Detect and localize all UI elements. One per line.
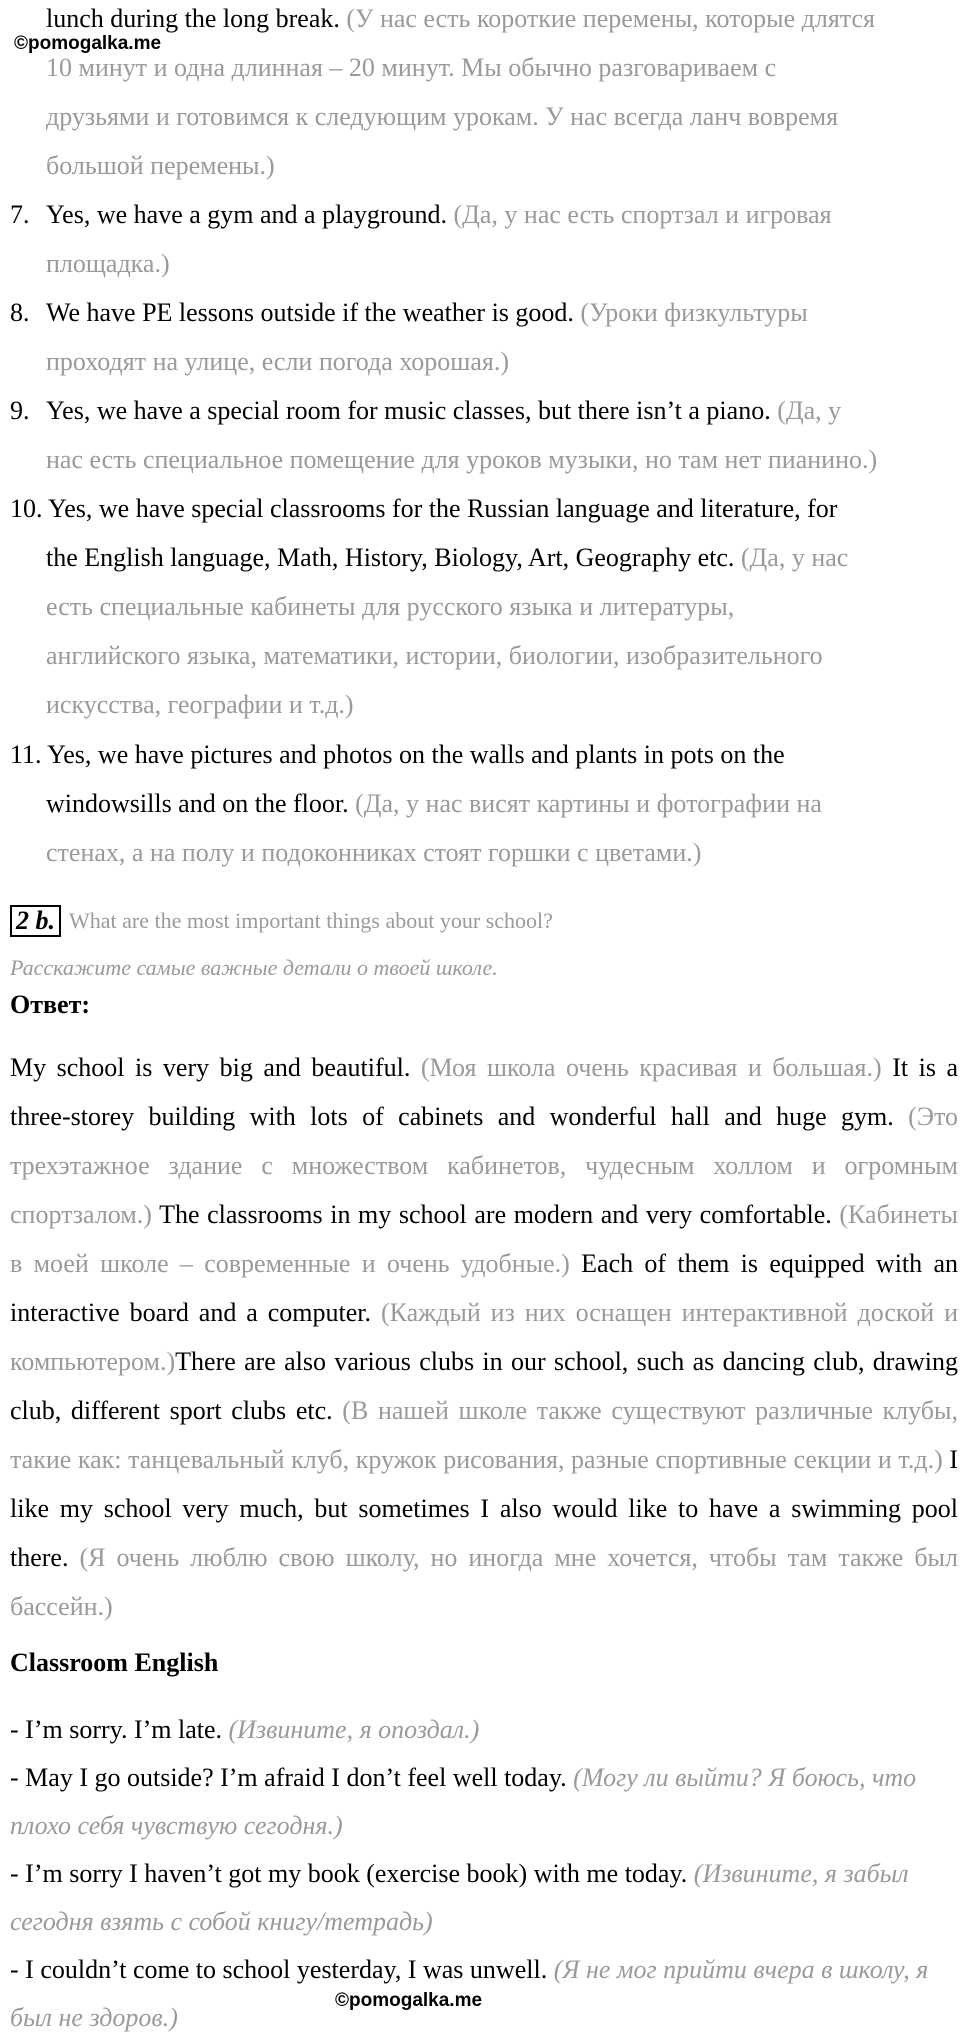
item-ru-line-3: есть специальные кабинеты для русского языка и литературы, [46, 592, 735, 621]
essay-sentence-en: Each of them is equipped with an interactive board and a computer. [10, 1249, 958, 1327]
item-en-line-2: windowsills and on the floor. [46, 789, 349, 818]
classroom-english-list [10, 1706, 958, 2042]
item-en: Yes, we have a special room for music classes, but there isn’t a piano. [46, 396, 771, 425]
essay-sentence-en: My school is very big and beautiful. [10, 1053, 411, 1082]
item-ru: (Да, у нас висят картины и фотографии на [355, 789, 822, 818]
intro-ru-line-3: друзьями и готовимся к следующим урокам. У нас всегда ланч вовремя [46, 102, 839, 131]
list-item-7 [10, 190, 910, 288]
essay-sentence-en: There are also various clubs in our school, such as dancing club, drawing club, different sport clubs etc. [10, 1347, 958, 1425]
essay-sentence-ru: (Моя школа очень красивая и большая.) [420, 1053, 882, 1082]
list-item [10, 1850, 958, 1946]
item-en-line-2: the English language, Math, History, Biology, Art, Geography etc. [46, 543, 735, 572]
answer-label: Ответ: [10, 990, 91, 1019]
intro-ru-line-4: большой перемены.) [46, 151, 275, 180]
item-number: 10. [10, 494, 43, 523]
item-ru: (Да, у нас [740, 543, 849, 572]
task-question: What are the most important things about your school? [69, 908, 553, 933]
essay-sentence-en: I like my school very much, but sometimes I also would like to have a swimming pool there. [10, 1445, 959, 1572]
item-number: 9. [10, 396, 30, 425]
item-ru-cont: проходят на улице, если погода хорошая.) [46, 347, 509, 376]
item-ru-cont: нас есть специальное помещение для уроков музыки, но там нет пианино.) [46, 445, 878, 474]
item-ru: (Да, у [777, 396, 842, 425]
intro-ru-line-2: 10 минут и одна длинная – 20 минут. Мы обычно разговариваем с [46, 53, 777, 82]
item-ru-line-5: искусства, географии и т.д.) [46, 690, 354, 719]
list-item-9 [10, 386, 910, 484]
intro-ru-line-1: (У нас есть короткие перемены, которые длятся [346, 4, 876, 33]
item-ru-line-3: стенах, а на полу и подоконниках стоят горшки с цветами.) [46, 838, 702, 867]
essay-sentence-ru: (В нашей школе также существуют различные клубы, такие как: танцевальный клуб, кружок рисования, разные спортивные секции и т.д.) [10, 1396, 959, 1474]
essay-sentence-en: It is a three-storey building with lots of cabinets and wonderful hall and huge gym. [10, 1053, 959, 1131]
item-en: Yes, we have a gym and a playground. [46, 200, 447, 229]
item-number: 7. [10, 200, 30, 229]
phrase-ru: (Я не мог прийти вчера в школу, я был не здоров.) [10, 1955, 929, 2032]
item-ru-cont: площадка.) [46, 249, 170, 278]
classroom-english-heading: Classroom English [10, 1648, 219, 1677]
phrase-en: - I’m sorry I haven’t got my book (exercise book) with me today. [10, 1859, 688, 1888]
essay-sentence-en: The classrooms in my school are modern and very comfortable. [159, 1200, 832, 1229]
item-number: 8. [10, 298, 30, 327]
answer-essay [10, 1043, 958, 1631]
phrase-ru: (Извините, я забыл сегодня взять с собой книгу/тетрадь) [10, 1859, 909, 1936]
list-item [10, 1754, 958, 1850]
phrase-ru: (Извините, я опоздал.) [228, 1715, 480, 1744]
essay-sentence-ru: (Кабинеты в моей школе – современные и очень удобные.) [10, 1200, 959, 1278]
task-header [10, 904, 553, 938]
watermark-top: ©pomogalka.me [14, 33, 162, 54]
item-ru: (Уроки физкультуры [580, 298, 808, 327]
item-ru-line-4: английского языка, математики, истории, биологии, изобразительного [46, 641, 823, 670]
intro-en: lunch during the long break. [46, 4, 340, 33]
task-question-ru: Расскажите самые важные детали о твоей школе. [10, 955, 498, 980]
essay-sentence-ru: (Это трехэтажное здание с множеством кабинетов, чудесным холлом и огромным спортзалом.) [10, 1102, 958, 1229]
phrase-ru: (Могу ли выйти? Я боюсь, что плохо себя чувствую сегодня.) [10, 1763, 917, 1840]
phrase-en: - May I go outside? I’m afraid I don’t feel well today. [10, 1763, 567, 1792]
item-en: We have PE lessons outside if the weather is good. [46, 298, 574, 327]
item-en-line-1: Yes, we have special classrooms for the Russian language and literature, for [48, 494, 838, 523]
phrase-en: - I couldn’t come to school yesterday, I was unwell. [10, 1955, 548, 1984]
essay-sentence-ru: (Я очень люблю свою школу, но иногда мне хочется, чтобы там также был бассейн.) [10, 1543, 958, 1621]
phrase-en: - I’m sorry. I’m late. [10, 1715, 223, 1744]
watermark-bottom: ©pomogalka.me [335, 1990, 483, 2011]
item-ru: (Да, у нас есть спортзал и игровая [453, 200, 832, 229]
essay-sentence-ru: (Каждый из них оснащен интерактивной доской и компьютером.) [10, 1298, 959, 1376]
list-item-10 [10, 484, 910, 729]
intro-paragraph [46, 0, 926, 190]
item-number: 11. [10, 740, 42, 769]
item-en-line-1: Yes, we have pictures and photos on the walls and plants in pots on the [47, 740, 785, 769]
task-number-badge: 2 b. [10, 905, 61, 937]
list-item-11 [10, 730, 910, 877]
list-item-8 [10, 288, 910, 386]
list-item [10, 1946, 958, 2042]
list-item [10, 1706, 958, 1754]
